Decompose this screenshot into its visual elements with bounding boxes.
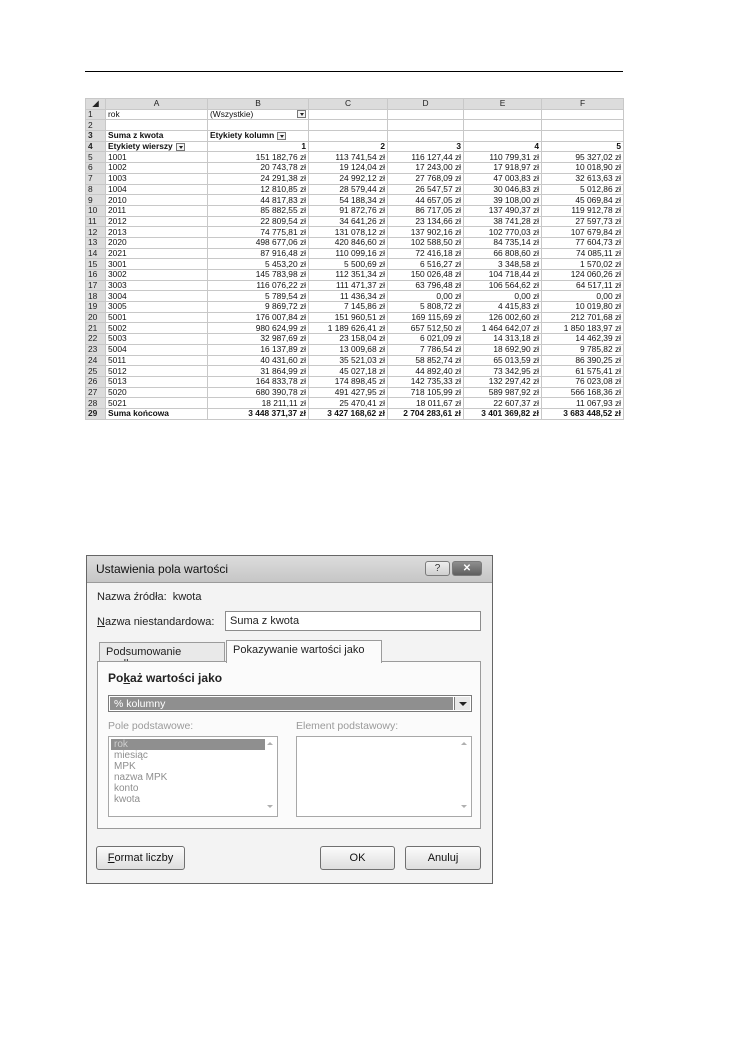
cell[interactable]: [464, 131, 542, 142]
row-label-cell[interactable]: 5001: [106, 312, 208, 323]
value-cell[interactable]: 30 046,83 zł: [464, 184, 542, 195]
value-cell[interactable]: 17 918,97 zł: [464, 163, 542, 174]
table-row: [86, 344, 624, 355]
value-cell[interactable]: 680 390,78 zł: [208, 387, 309, 398]
value-cell[interactable]: 35 521,03 zł: [309, 355, 388, 366]
value-cell[interactable]: 102 588,50 zł: [388, 237, 464, 248]
value-cell[interactable]: 31 864,99 zł: [208, 366, 309, 377]
value-cell[interactable]: 498 677,06 zł: [208, 237, 309, 248]
value-cell[interactable]: 1 189 626,41 zł: [309, 323, 388, 334]
value-cell[interactable]: 47 003,83 zł: [464, 173, 542, 184]
row-number[interactable]: 9: [86, 195, 106, 206]
row-number[interactable]: 5: [86, 152, 106, 163]
row-number[interactable]: 23: [86, 344, 106, 355]
value-cell[interactable]: 76 023,08 zł: [542, 376, 624, 387]
value-cell[interactable]: 5 453,20 zł: [208, 259, 309, 270]
column-header-a[interactable]: A: [106, 99, 208, 110]
value-cell[interactable]: 420 846,60 zł: [309, 237, 388, 248]
value-cell[interactable]: 45 027,18 zł: [309, 366, 388, 377]
cell[interactable]: [388, 120, 464, 131]
value-cell[interactable]: 45 069,84 zł: [542, 195, 624, 206]
column-header-b[interactable]: B: [208, 99, 309, 110]
value-cell[interactable]: 132 297,42 zł: [464, 376, 542, 387]
column-label-4[interactable]: 4: [464, 141, 542, 152]
value-cell[interactable]: 980 624,99 zł: [208, 323, 309, 334]
table-row: [86, 387, 624, 398]
table-row: [86, 216, 624, 227]
value-cell[interactable]: 87 916,48 zł: [208, 248, 309, 259]
value-cell[interactable]: 131 078,12 zł: [309, 227, 388, 238]
value-cell[interactable]: 116 127,44 zł: [388, 152, 464, 163]
value-cell[interactable]: 44 817,83 zł: [208, 195, 309, 206]
value-cell[interactable]: 18 692,90 zł: [464, 344, 542, 355]
value-cell[interactable]: 5 789,54 zł: [208, 291, 309, 302]
value-cell[interactable]: 9 785,82 zł: [542, 344, 624, 355]
row-label-cell[interactable]: 3003: [106, 280, 208, 291]
value-cell[interactable]: 145 783,98 zł: [208, 270, 309, 281]
list-item[interactable]: rok: [111, 739, 265, 750]
row-number[interactable]: 28: [86, 398, 106, 409]
close-icon[interactable]: ✕: [452, 561, 482, 576]
row-label-cell[interactable]: 5021: [106, 398, 208, 409]
table-row: [86, 173, 624, 184]
ok-button[interactable]: OK: [320, 846, 395, 870]
value-cell[interactable]: 113 741,54 zł: [309, 152, 388, 163]
row-label-cell[interactable]: 2013: [106, 227, 208, 238]
row-number[interactable]: 12: [86, 227, 106, 238]
value-cell[interactable]: 137 902,16 zł: [388, 227, 464, 238]
row-label-cell[interactable]: 2011: [106, 205, 208, 216]
row-label-cell[interactable]: 5012: [106, 366, 208, 377]
row-label-cell[interactable]: 3001: [106, 259, 208, 270]
custom-name-label: [97, 616, 214, 628]
row-number[interactable]: 24: [86, 355, 106, 366]
value-cell[interactable]: 85 882,55 zł: [208, 205, 309, 216]
column-header-e[interactable]: E: [464, 99, 542, 110]
sheet-row-3: [86, 131, 624, 142]
value-cell[interactable]: 169 115,69 zł: [388, 312, 464, 323]
value-cell[interactable]: 3 448 371,37 zł: [208, 408, 309, 419]
value-cell[interactable]: 77 604,73 zł: [542, 237, 624, 248]
cancel-button[interactable]: Anuluj: [405, 846, 481, 870]
cell[interactable]: [542, 109, 624, 120]
row-labels-text: Etykiety wierszy: [108, 141, 173, 152]
column-labels-dropdown-button[interactable]: [277, 132, 286, 140]
value-cell[interactable]: 95 327,02 zł: [542, 152, 624, 163]
value-cell[interactable]: 18 011,67 zł: [388, 398, 464, 409]
row-label-cell[interactable]: 2012: [106, 216, 208, 227]
row-number[interactable]: 25: [86, 366, 106, 377]
value-cell[interactable]: 102 770,03 zł: [464, 227, 542, 238]
value-cell[interactable]: 84 735,14 zł: [464, 237, 542, 248]
row-number[interactable]: 22: [86, 334, 106, 345]
value-cell[interactable]: 106 564,62 zł: [464, 280, 542, 291]
value-cell[interactable]: 39 108,00 zł: [464, 195, 542, 206]
source-name-label: Nazwa źródła:: [97, 591, 167, 603]
table-row: [86, 376, 624, 387]
value-cell[interactable]: 657 512,50 zł: [388, 323, 464, 334]
base-item-label: Element podstawowy:: [296, 720, 399, 732]
value-cell[interactable]: 142 735,33 zł: [388, 376, 464, 387]
value-cell[interactable]: 72 416,18 zł: [388, 248, 464, 259]
row-number[interactable]: 29: [86, 408, 106, 419]
value-cell[interactable]: 40 431,60 zł: [208, 355, 309, 366]
row-number[interactable]: 4: [86, 141, 106, 152]
row-label-cell[interactable]: 1001: [106, 152, 208, 163]
dialog-titlebar[interactable]: [87, 556, 492, 583]
value-cell[interactable]: 3 683 448,52 zł: [542, 408, 624, 419]
row-label-cell[interactable]: 1002: [106, 163, 208, 174]
value-cell[interactable]: 212 701,68 zł: [542, 312, 624, 323]
list-item[interactable]: kwota: [114, 794, 141, 805]
list-item[interactable]: miesiąc: [114, 750, 148, 761]
value-cell[interactable]: 5 808,72 zł: [388, 302, 464, 313]
table-row: [86, 334, 624, 345]
tab-summarize-by[interactable]: Podsumowanie: [99, 642, 225, 662]
value-cell[interactable]: 54 188,34 zł: [309, 195, 388, 206]
value-cell[interactable]: 10 019,80 zł: [542, 302, 624, 313]
row-label-cell[interactable]: 1004: [106, 184, 208, 195]
cell[interactable]: [464, 120, 542, 131]
value-field-settings-dialog: [86, 555, 493, 884]
column-label-3[interactable]: 3: [388, 141, 464, 152]
value-cell[interactable]: 566 168,36 zł: [542, 387, 624, 398]
value-cell[interactable]: 491 427,95 zł: [309, 387, 388, 398]
scroll-up-icon[interactable]: [264, 742, 276, 748]
value-cell[interactable]: 91 872,76 zł: [309, 205, 388, 216]
value-cell[interactable]: 124 060,26 zł: [542, 270, 624, 281]
base-field-list[interactable]: [108, 736, 278, 817]
value-cell[interactable]: 9 869,72 zł: [208, 302, 309, 313]
value-cell[interactable]: 28 579,44 zł: [309, 184, 388, 195]
value-cell[interactable]: 1 850 183,97 zł: [542, 323, 624, 334]
custom-name-accelerator: N: [97, 616, 105, 628]
value-cell[interactable]: 32 613,63 zł: [542, 173, 624, 184]
row-number[interactable]: 17: [86, 280, 106, 291]
value-cell[interactable]: 1 570,02 zł: [542, 259, 624, 270]
dialog-title: Ustawienia pola wartości: [96, 562, 229, 576]
section-heading: [108, 671, 222, 685]
pivot-table-spreadsheet: [85, 98, 624, 420]
table-row: [86, 366, 624, 377]
value-cell[interactable]: 0,00 zł: [542, 291, 624, 302]
value-cell[interactable]: 74 775,81 zł: [208, 227, 309, 238]
custom-name-label-text: azwa niestandardowa:: [104, 616, 215, 628]
value-cell[interactable]: 3 401 369,82 zł: [464, 408, 542, 419]
value-cell[interactable]: 24 291,38 zł: [208, 173, 309, 184]
row-labels-dropdown-button[interactable]: [176, 143, 185, 151]
row-label-cell[interactable]: 3002: [106, 270, 208, 281]
cell[interactable]: [464, 109, 542, 120]
cell[interactable]: [388, 109, 464, 120]
value-cell[interactable]: 116 076,22 zł: [208, 280, 309, 291]
value-cell[interactable]: 6 516,27 zł: [388, 259, 464, 270]
list-item[interactable]: nazwa MPK: [114, 772, 168, 783]
table-row: [86, 195, 624, 206]
column-header-c[interactable]: C: [309, 99, 388, 110]
value-cell[interactable]: 61 575,41 zł: [542, 366, 624, 377]
row-number[interactable]: 20: [86, 312, 106, 323]
row-number[interactable]: 8: [86, 184, 106, 195]
number-format-accelerator: F: [107, 852, 115, 864]
row-number[interactable]: 14: [86, 248, 106, 259]
value-cell[interactable]: 26 547,57 zł: [388, 184, 464, 195]
row-number[interactable]: 21: [86, 323, 106, 334]
value-cell[interactable]: 111 471,37 zł: [309, 280, 388, 291]
value-cell[interactable]: 86 390,25 zł: [542, 355, 624, 366]
row-label-cell[interactable]: 5011: [106, 355, 208, 366]
help-icon[interactable]: ?: [425, 561, 450, 576]
sheet-row-2: [86, 120, 624, 131]
source-name-row: [97, 591, 201, 603]
row-number[interactable]: 11: [86, 216, 106, 227]
row-number[interactable]: 3: [86, 131, 106, 142]
page-header-rule: [85, 71, 623, 72]
value-cell[interactable]: 1 464 642,07 zł: [464, 323, 542, 334]
value-cell[interactable]: 110 799,31 zł: [464, 152, 542, 163]
cell[interactable]: [309, 109, 388, 120]
value-cell[interactable]: 17 243,00 zł: [388, 163, 464, 174]
cell[interactable]: [388, 131, 464, 142]
value-cell[interactable]: 64 517,11 zł: [542, 280, 624, 291]
value-cell[interactable]: 74 085,11 zł: [542, 248, 624, 259]
value-cell[interactable]: 151 182,76 zł: [208, 152, 309, 163]
row-label-cell[interactable]: 3004: [106, 291, 208, 302]
table-row: [86, 205, 624, 216]
filter-dropdown-button[interactable]: [297, 110, 306, 118]
value-cell[interactable]: 14 462,39 zł: [542, 334, 624, 345]
cell-filter-value[interactable]: [208, 109, 309, 120]
row-number[interactable]: 26: [86, 376, 106, 387]
number-format-label: ormat liczby: [114, 852, 174, 864]
value-cell[interactable]: 110 099,16 zł: [309, 248, 388, 259]
cell[interactable]: [106, 120, 208, 131]
value-cell[interactable]: 27 768,09 zł: [388, 173, 464, 184]
row-label-cell[interactable]: 2010: [106, 195, 208, 206]
value-cell[interactable]: 65 013,59 zł: [464, 355, 542, 366]
select-all-corner[interactable]: ◢: [86, 99, 106, 110]
value-cell[interactable]: 86 717,05 zł: [388, 205, 464, 216]
row-number[interactable]: 27: [86, 387, 106, 398]
value-cell[interactable]: 7 786,54 zł: [388, 344, 464, 355]
column-header-d[interactable]: D: [388, 99, 464, 110]
value-cell[interactable]: 126 002,60 zł: [464, 312, 542, 323]
list-item[interactable]: MPK: [114, 761, 136, 772]
cell[interactable]: [542, 131, 624, 142]
cell[interactable]: [309, 120, 388, 131]
tab-panel: [97, 661, 481, 829]
value-cell[interactable]: 24 992,12 zł: [309, 173, 388, 184]
value-cell[interactable]: 14 313,18 zł: [464, 334, 542, 345]
row-number[interactable]: 2: [86, 120, 106, 131]
value-cell[interactable]: 44 657,05 zł: [388, 195, 464, 206]
value-cell[interactable]: 22 607,37 zł: [464, 398, 542, 409]
value-cell[interactable]: 63 796,48 zł: [388, 280, 464, 291]
scroll-down-icon[interactable]: [264, 805, 276, 811]
row-label-cell[interactable]: 2021: [106, 248, 208, 259]
table-row: [86, 355, 624, 366]
filter-value-text: (Wszystkie): [210, 109, 254, 120]
row-number[interactable]: 16: [86, 270, 106, 281]
value-cell[interactable]: 150 026,48 zł: [388, 270, 464, 281]
row-number[interactable]: 6: [86, 163, 106, 174]
value-cell[interactable]: 23 134,66 zł: [388, 216, 464, 227]
value-cell[interactable]: 6 021,09 zł: [388, 334, 464, 345]
base-field-scrollbar[interactable]: [264, 738, 276, 815]
value-cell[interactable]: 10 018,90 zł: [542, 163, 624, 174]
cell-filter-label[interactable]: rok: [106, 109, 208, 120]
row-label-cell[interactable]: 5002: [106, 323, 208, 334]
cell-column-labels[interactable]: [208, 131, 309, 142]
value-cell[interactable]: 3 427 168,62 zł: [309, 408, 388, 419]
value-cell[interactable]: 20 743,78 zł: [208, 163, 309, 174]
value-cell[interactable]: 58 852,74 zł: [388, 355, 464, 366]
value-cell[interactable]: 11 067,93 zł: [542, 398, 624, 409]
column-header-row: [86, 99, 624, 110]
table-row: [86, 227, 624, 238]
row-number[interactable]: 19: [86, 302, 106, 313]
value-cell[interactable]: 13 009,68 zł: [309, 344, 388, 355]
row-label-cell[interactable]: 2020: [106, 237, 208, 248]
value-cell[interactable]: 16 137,89 zł: [208, 344, 309, 355]
row-number[interactable]: 10: [86, 205, 106, 216]
value-cell[interactable]: 176 007,84 zł: [208, 312, 309, 323]
value-cell[interactable]: 18 211,11 zł: [208, 398, 309, 409]
scroll-down-icon[interactable]: [458, 805, 470, 811]
table-row: [86, 259, 624, 270]
show-values-as-selected: % kolumny: [110, 697, 453, 710]
value-cell[interactable]: 119 912,78 zł: [542, 205, 624, 216]
value-cell[interactable]: 12 810,85 zł: [208, 184, 309, 195]
value-cell[interactable]: 3 348,58 zł: [464, 259, 542, 270]
table-row: [86, 312, 624, 323]
value-cell[interactable]: 107 679,84 zł: [542, 227, 624, 238]
list-item[interactable]: konto: [114, 783, 139, 794]
chevron-down-icon[interactable]: [454, 697, 470, 710]
table-row: [86, 270, 624, 281]
value-cell[interactable]: 66 808,60 zł: [464, 248, 542, 259]
value-cell[interactable]: 19 124,04 zł: [309, 163, 388, 174]
cell-row-labels[interactable]: [106, 141, 208, 152]
table-row: [86, 237, 624, 248]
row-number[interactable]: 1: [86, 109, 106, 120]
table-row: [86, 302, 624, 313]
column-labels-text: Etykiety kolumn: [210, 130, 275, 141]
section-heading-part: Po: [108, 671, 124, 685]
row-label-cell[interactable]: 5020: [106, 387, 208, 398]
grand-total-label[interactable]: Suma końcowa: [106, 408, 208, 419]
value-cell[interactable]: 44 892,40 zł: [388, 366, 464, 377]
value-cell[interactable]: 112 351,34 zł: [309, 270, 388, 281]
cell-values-label[interactable]: Suma z kwota: [106, 131, 208, 142]
column-label-5[interactable]: 5: [542, 141, 624, 152]
table-row: [86, 163, 624, 174]
value-cell[interactable]: 32 987,69 zł: [208, 334, 309, 345]
value-cell[interactable]: 0,00 zł: [388, 291, 464, 302]
base-item-scrollbar[interactable]: [458, 738, 470, 815]
table-row: [86, 291, 624, 302]
row-label-cell[interactable]: 5004: [106, 344, 208, 355]
value-cell[interactable]: 589 987,92 zł: [464, 387, 542, 398]
value-cell[interactable]: 73 342,95 zł: [464, 366, 542, 377]
value-cell[interactable]: 4 415,83 zł: [464, 302, 542, 313]
scroll-up-icon[interactable]: [458, 742, 470, 748]
base-item-list[interactable]: [296, 736, 472, 817]
value-cell[interactable]: 27 597,73 zł: [542, 216, 624, 227]
sheet-row-4: [86, 141, 624, 152]
cell[interactable]: [542, 120, 624, 131]
value-cell[interactable]: 151 960,51 zł: [309, 312, 388, 323]
table-row: [86, 248, 624, 259]
value-cell[interactable]: 104 718,44 zł: [464, 270, 542, 281]
value-cell[interactable]: 137 490,37 zł: [464, 205, 542, 216]
base-field-label: Pole podstawowe:: [108, 720, 194, 732]
row-label-cell[interactable]: 1003: [106, 173, 208, 184]
value-cell[interactable]: 11 436,34 zł: [309, 291, 388, 302]
row-number[interactable]: 13: [86, 237, 106, 248]
value-cell[interactable]: 22 809,54 zł: [208, 216, 309, 227]
sheet-row-1: [86, 109, 624, 120]
row-number[interactable]: 7: [86, 173, 106, 184]
row-label-cell[interactable]: 5013: [106, 376, 208, 387]
section-heading-accelerator: k: [123, 671, 131, 685]
number-format-button[interactable]: [96, 846, 185, 870]
section-heading-part: aż wartości jako: [130, 671, 223, 685]
value-cell[interactable]: 718 105,99 zł: [388, 387, 464, 398]
value-cell[interactable]: 5 012,86 zł: [542, 184, 624, 195]
value-cell[interactable]: 0,00 zł: [464, 291, 542, 302]
cell[interactable]: [208, 120, 309, 131]
cell[interactable]: [309, 131, 388, 142]
custom-name-input[interactable]: [225, 611, 481, 631]
row-label-cell[interactable]: 3005: [106, 302, 208, 313]
value-cell[interactable]: 5 500,69 zł: [309, 259, 388, 270]
table-row: [86, 184, 624, 195]
tab-show-values-as[interactable]: Pokazywanie wartości jako: [226, 640, 382, 663]
table-row: [86, 323, 624, 334]
grand-total-row: [86, 408, 624, 419]
table-row: [86, 152, 624, 163]
value-cell[interactable]: 25 470,41 zł: [309, 398, 388, 409]
row-number[interactable]: 18: [86, 291, 106, 302]
source-name-value: kwota: [172, 591, 202, 603]
row-number[interactable]: 15: [86, 259, 106, 270]
value-cell[interactable]: 38 741,28 zł: [464, 216, 542, 227]
column-label-1[interactable]: 1: [208, 141, 309, 152]
value-cell[interactable]: 2 704 283,61 zł: [388, 408, 464, 419]
column-header-f[interactable]: F: [542, 99, 624, 110]
value-cell[interactable]: 164 833,78 zł: [208, 376, 309, 387]
value-cell[interactable]: 7 145,86 zł: [309, 302, 388, 313]
value-cell[interactable]: 23 158,04 zł: [309, 334, 388, 345]
table-row: [86, 398, 624, 409]
value-cell[interactable]: 34 641,26 zł: [309, 216, 388, 227]
column-label-2[interactable]: 2: [309, 141, 388, 152]
value-cell[interactable]: 174 898,45 zł: [309, 376, 388, 387]
show-values-as-select[interactable]: [108, 695, 472, 712]
table-row: [86, 280, 624, 291]
spreadsheet-grid: [85, 98, 624, 420]
row-label-cell[interactable]: 5003: [106, 334, 208, 345]
